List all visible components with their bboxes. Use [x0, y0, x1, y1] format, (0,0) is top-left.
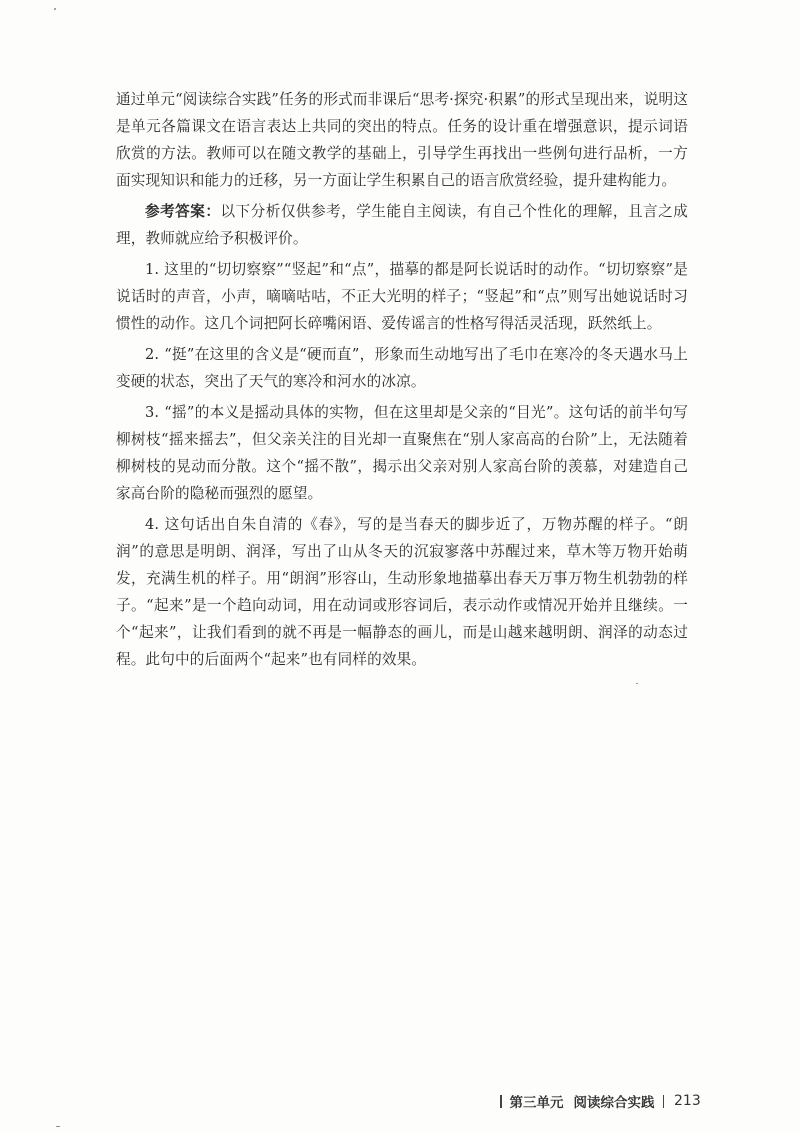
footer-divider: [500, 1095, 502, 1108]
page-footer: [500, 1091, 701, 1111]
reference-answer-label: 参考答案：: [145, 203, 221, 220]
page-number: 213: [674, 1093, 701, 1109]
reference-answer-text: 以下分析仅供参考，学生能自主阅读，有自己个性化的理解，且言之成理，教师就应给予积极评价。: [116, 203, 688, 247]
reference-answer-paragraph: [116, 198, 688, 252]
answer-item-1: 1. 这里的“切切察察”“竖起”和“点”，描摹的都是阿长说话时的动作。“切切察察”是说话时的声音，小声，嘀嘀咕咕，不正大光明的样子；“竖起”和“点”则写出她说话时习惯性的动作。这几个词把阿长碎嘴闲语、爱传谣言的性格写得活灵活现，跃然纸上。: [116, 261, 688, 332]
footer-unit: 第三单元: [509, 1095, 564, 1111]
answer-item-2: 2. “挺”在这里的含义是“硬而直”，形象而生动地写出了毛巾在寒冷的冬天遇水马上变硬的状态，突出了天气的寒冷和河水的冰凉。: [116, 346, 688, 390]
answer-item-3: 3. “摇”的本义是摇动具体的实物，但在这里却是父亲的“目光”。这句话的前半句写柳树枝“摇来摇去”，但父亲关注的目光却一直聚焦在“别人家高高的台阶”上，无法随着柳树枝的晃动而分散。这个“摇不散”，揭示出父亲对别人家高台阶的羡慕，对建造自己家高台阶的隐秘而强烈的愿望。: [116, 404, 688, 502]
answer-item-4: 4. 这句话出自朱自清的《春》，写的是当春天的脚步近了，万物苏醒的样子。“朗润”的意思是明朗、润泽，写出了山从冬天的沉寂寥落中苏醒过来，草木等万物开始萌发，充满生机的样子。用“朗润”形容山，生动形象地描摹出春天万事万物生机勃勃的样子。“起来”是一个趋向动词，用在动词或形容词后，表示动作或情况开始并且继续。一个“起来”，让我们看到的就不再是一幅静态的画儿，而是山越来越明朗、润泽的动态过程。此句中的后面两个“起来”也有同样的效果。: [116, 516, 688, 668]
footer-section: 阅读综合实践: [573, 1095, 655, 1111]
scan-speck: [54, 8, 56, 10]
intro-paragraph: 通过单元“阅读综合实践”任务的形式而非课后“思考·探究·积累”的形式呈现出来，说明这是单元各篇课文在语言表达上共同的突出的特点。任务的设计重在增强意识，提示词语欣赏的方法。教师可以在随文教学的基础上，引导学生再找出一些例句进行品析，一方面实现知识和能力的迁移，另一方面让学生积累自己的语言欣赏经验，提升建构能力。: [116, 91, 688, 189]
main-content: [116, 86, 688, 677]
scan-speck: [56, 1126, 60, 1127]
scan-speck: [636, 683, 638, 684]
footer-divider: [663, 1095, 665, 1108]
